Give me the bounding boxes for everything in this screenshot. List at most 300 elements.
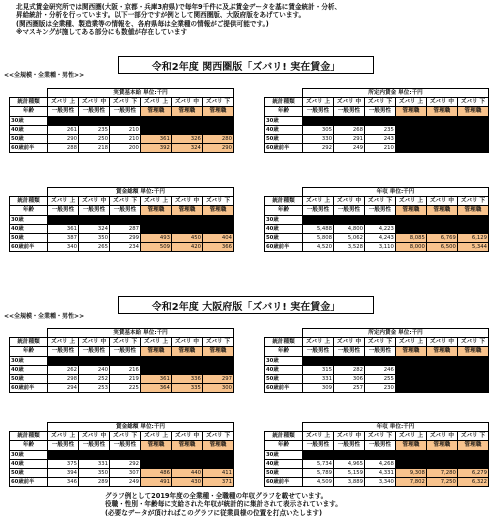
manager-header: 管理職: [457, 347, 488, 356]
manager-value: 280: [202, 134, 233, 143]
masked-cell: [79, 215, 110, 224]
footer-line: グラフ例として2019年度の全業種・全職種の年収グラフを載せています。: [105, 492, 328, 500]
zubari-header: ズバリ 中: [171, 338, 202, 347]
footer-line: (必要なデータが頂ければこのグラフに従業員様の位置を打点いたします): [105, 508, 323, 517]
general-value: 210: [109, 125, 140, 134]
manager-header: 管理職: [426, 347, 457, 356]
masked-cell: [303, 450, 334, 459]
age-label: 30歳: [265, 116, 303, 125]
general-male-header: 一般男性: [303, 206, 334, 215]
masked-cell: [426, 384, 457, 393]
zubari-header: ズバリ 下: [364, 98, 395, 107]
age-header: 年齢: [10, 441, 48, 450]
spacer-cell: [10, 188, 48, 197]
table-row: [10, 144, 234, 153]
table-row: [265, 116, 489, 125]
age-label: 50歳: [265, 468, 303, 477]
manager-value: 486: [140, 468, 171, 477]
zubari-header: ズバリ 下: [202, 432, 233, 441]
manager-header: 管理職: [140, 206, 171, 215]
table-caption: 実賃基本給 単位:千円: [48, 89, 234, 98]
masked-cell: [457, 116, 488, 125]
general-value: 5,789: [303, 468, 334, 477]
masked-cell: [140, 125, 171, 134]
manager-value: 440: [171, 468, 202, 477]
general-value: 4,223: [364, 224, 395, 233]
spacer-cell: [10, 89, 48, 98]
table-row: [10, 356, 234, 365]
manager-value: 371: [202, 478, 233, 487]
manager-header: 管理職: [171, 347, 202, 356]
manager-header: 管理職: [426, 206, 457, 215]
table-row: [10, 224, 234, 233]
masked-cell: [364, 116, 395, 125]
table-caption: 年収 単位:千円: [303, 188, 489, 197]
general-value: 243: [364, 134, 395, 143]
age-label: 60歳前半: [265, 144, 303, 153]
general-male-header: 一般男性: [364, 107, 395, 116]
general-male-header: 一般男性: [303, 441, 334, 450]
table-row: [10, 365, 234, 374]
general-male-header: 一般男性: [303, 107, 334, 116]
spacer-cell: [265, 89, 303, 98]
masked-cell: [395, 374, 426, 383]
masked-cell: [395, 459, 426, 468]
masked-cell: [202, 459, 233, 468]
age-label: 30歳: [10, 356, 48, 365]
masked-cell: [109, 116, 140, 125]
table-row: [265, 144, 489, 153]
manager-header: 管理職: [395, 441, 426, 450]
zubari-header: ズバリ 上: [48, 98, 79, 107]
general-value: 250: [78, 134, 109, 143]
manager-value: 364: [140, 384, 171, 393]
age-label: 60歳前半: [265, 243, 303, 252]
age-header: 年齢: [265, 206, 303, 215]
manager-value: 493: [140, 233, 171, 242]
masked-cell: [333, 116, 364, 125]
age-header: 年齢: [10, 206, 48, 215]
masked-cell: [48, 215, 79, 224]
age-label: 60歳前半: [10, 384, 48, 393]
age-label: 30歳: [265, 215, 303, 224]
stat-type-header: 統計種類: [10, 98, 48, 107]
age-label: 40歳: [265, 224, 303, 233]
masked-cell: [457, 459, 488, 468]
masked-cell: [457, 374, 488, 383]
masked-cell: [171, 125, 202, 134]
manager-value: 404: [202, 233, 233, 242]
zubari-header: ズバリ 下: [364, 197, 395, 206]
table-caption: 賞金総額 単位:千円: [48, 188, 234, 197]
section-title: 令和2年度 関西圏版「ズバリ! 実在賃金」: [118, 56, 374, 74]
manager-value: 491: [140, 478, 171, 487]
general-value: 315: [303, 365, 334, 374]
masked-cell: [426, 116, 457, 125]
masked-cell: [395, 116, 426, 125]
general-value: 246: [364, 365, 395, 374]
table-row: [265, 134, 489, 143]
zubari-header: ズバリ 上: [140, 98, 171, 107]
masked-cell: [140, 356, 171, 365]
age-label: 40歳: [10, 125, 48, 134]
manager-value: 430: [171, 478, 202, 487]
masked-cell: [202, 224, 233, 233]
general-value: 299: [110, 233, 141, 242]
masked-cell: [395, 356, 426, 365]
manager-value: 6,322: [457, 478, 488, 487]
manager-value: 6,279: [457, 468, 488, 477]
manager-value: 336: [171, 374, 202, 383]
zubari-header: ズバリ 中: [171, 432, 202, 441]
general-value: 306: [333, 374, 364, 383]
general-value: 3,340: [364, 478, 395, 487]
zubari-header: ズバリ 中: [79, 197, 110, 206]
zubari-header: ズバリ 中: [333, 197, 364, 206]
manager-value: 8,000: [395, 243, 426, 252]
general-male-header: 一般男性: [78, 107, 109, 116]
general-value: 253: [78, 384, 109, 393]
table-row: [10, 450, 234, 459]
masked-cell: [140, 459, 171, 468]
general-value: 210: [109, 134, 140, 143]
masked-cell: [109, 356, 140, 365]
masked-cell: [110, 215, 141, 224]
manager-value: 300: [202, 384, 233, 393]
intro-line: 北見式賃金研究所では関西圏(大阪・京都・兵庫3府県)で毎年9千件に及ぶ賃金データを基に賃金統計・分析、: [16, 3, 342, 11]
masked-cell: [426, 134, 457, 143]
masked-cell: [202, 116, 233, 125]
manager-header: 管理職: [426, 441, 457, 450]
manager-value: 420: [171, 243, 202, 252]
general-value: 4,243: [364, 233, 395, 242]
masked-cell: [457, 384, 488, 393]
masked-cell: [79, 450, 110, 459]
zubari-header: ズバリ 下: [457, 98, 488, 107]
manager-value: 366: [202, 243, 233, 252]
table-row: [265, 468, 489, 477]
table-caption: 所定内賃金 単位:千円: [303, 89, 489, 98]
age-label: 50歳: [265, 374, 303, 383]
masked-cell: [140, 116, 171, 125]
general-value: 249: [333, 144, 364, 153]
masked-cell: [426, 356, 457, 365]
age-label: 40歳: [265, 459, 303, 468]
masked-cell: [78, 356, 109, 365]
age-label: 40歳: [10, 365, 48, 374]
manager-value: 7,250: [426, 478, 457, 487]
table-row: [10, 215, 234, 224]
table-caption: 実賃基本給 単位:千円: [48, 329, 234, 338]
manager-value: 6,500: [426, 243, 457, 252]
general-value: 288: [48, 144, 79, 153]
intro-line: 昇給統計・分析を行っています。以下一部分ですが例として関西圏版、大阪府版をあげています。: [16, 11, 306, 20]
masked-cell: [426, 365, 457, 374]
age-label: 60歳前半: [265, 384, 303, 393]
age-label: 50歳: [10, 233, 48, 242]
general-male-header: 一般男性: [110, 441, 141, 450]
general-value: 216: [109, 365, 140, 374]
general-male-header: 一般男性: [48, 107, 79, 116]
masked-cell: [140, 450, 171, 459]
zubari-header: ズバリ 上: [303, 338, 334, 347]
table-row: [10, 384, 234, 393]
masked-cell: [457, 224, 488, 233]
manager-header: 管理職: [171, 206, 202, 215]
zubari-header: ズバリ 上: [303, 197, 334, 206]
masked-cell: [171, 224, 202, 233]
zubari-header: ズバリ 中: [333, 338, 364, 347]
zubari-header: ズバリ 上: [395, 98, 426, 107]
manager-value: 509: [140, 243, 171, 252]
masked-cell: [457, 134, 488, 143]
table-row: [265, 384, 489, 393]
manager-header: 管理職: [457, 206, 488, 215]
spacer-cell: [265, 423, 303, 432]
right-data-table: [264, 88, 489, 153]
general-value: 287: [110, 224, 141, 233]
zubari-header: ズバリ 中: [171, 197, 202, 206]
table-row: [10, 243, 234, 252]
zubari-header: ズバリ 中: [426, 98, 457, 107]
masked-cell: [333, 450, 364, 459]
zubari-header: ズバリ 中: [426, 432, 457, 441]
general-value: 225: [109, 384, 140, 393]
age-label: 60歳前半: [10, 478, 48, 487]
general-value: 249: [110, 478, 141, 487]
age-label: 30歳: [10, 450, 48, 459]
masked-cell: [426, 450, 457, 459]
general-value: 375: [48, 459, 79, 468]
general-value: 5,808: [303, 233, 334, 242]
masked-cell: [426, 224, 457, 233]
age-label: 50歳: [265, 233, 303, 242]
stat-type-header: 統計種類: [265, 197, 303, 206]
table-row: [265, 233, 489, 242]
table-row: [265, 243, 489, 252]
general-male-header: 一般男性: [109, 107, 140, 116]
table-caption: 所定内賃金 単位:千円: [303, 329, 489, 338]
manager-header: 管理職: [140, 347, 171, 356]
masked-cell: [364, 450, 395, 459]
general-value: 3,889: [333, 478, 364, 487]
age-header: 年齢: [265, 107, 303, 116]
general-value: 5,062: [333, 233, 364, 242]
general-value: 4,520: [303, 243, 334, 252]
table-row: [10, 478, 234, 487]
zubari-header: ズバリ 中: [333, 432, 364, 441]
manager-header: 管理職: [202, 107, 233, 116]
zubari-header: ズバリ 下: [202, 98, 233, 107]
age-label: 60歳前半: [265, 478, 303, 487]
general-value: 289: [79, 478, 110, 487]
zubari-header: ズバリ 上: [48, 338, 79, 347]
masked-cell: [171, 450, 202, 459]
table-row: [10, 134, 234, 143]
manager-value: 6,129: [457, 233, 488, 242]
masked-cell: [171, 116, 202, 125]
spacer-cell: [10, 329, 48, 338]
table-row: [265, 478, 489, 487]
section-title: 令和2年度 大阪府版「ズバリ! 実在賃金」: [118, 296, 374, 314]
general-value: 200: [109, 144, 140, 153]
left-data-table: [9, 187, 234, 252]
zubari-header: ズバリ 下: [457, 432, 488, 441]
masked-cell: [457, 125, 488, 134]
zubari-header: ズバリ 中: [426, 197, 457, 206]
masked-cell: [110, 450, 141, 459]
general-value: 261: [48, 125, 79, 134]
manager-header: 管理職: [140, 107, 171, 116]
masked-cell: [395, 125, 426, 134]
zubari-header: ズバリ 中: [78, 338, 109, 347]
table-caption: 年収 単位:千円: [303, 423, 489, 432]
general-male-header: 一般男性: [333, 206, 364, 215]
table-row: [10, 233, 234, 242]
general-value: 350: [79, 233, 110, 242]
age-label: 40歳: [10, 459, 48, 468]
age-header: 年齢: [10, 347, 48, 356]
manager-header: 管理職: [202, 206, 233, 215]
masked-cell: [395, 134, 426, 143]
zubari-header: ズバリ 下: [364, 338, 395, 347]
right-data-table: [264, 328, 489, 393]
zubari-header: ズバリ 下: [202, 197, 233, 206]
masked-cell: [140, 365, 171, 374]
manager-header: 管理職: [171, 441, 202, 450]
masked-cell: [426, 125, 457, 134]
table-row: [265, 450, 489, 459]
zubari-header: ズバリ 上: [48, 197, 79, 206]
stat-type-header: 統計種類: [10, 338, 48, 347]
zubari-header: ズバリ 上: [140, 197, 171, 206]
manager-value: 5,344: [457, 243, 488, 252]
age-header: 年齢: [265, 347, 303, 356]
manager-value: 392: [140, 144, 171, 153]
masked-cell: [395, 450, 426, 459]
manager-value: 297: [202, 374, 233, 383]
general-value: 331: [79, 459, 110, 468]
intro-line: ※マスキングが施してある部分にも数値が存在しています: [16, 28, 188, 37]
general-value: 330: [303, 134, 334, 143]
right-data-table: [264, 187, 489, 252]
zubari-header: ズバリ 下: [110, 197, 141, 206]
general-value: 255: [364, 374, 395, 383]
general-male-header: 一般男性: [78, 347, 109, 356]
general-male-header: 一般男性: [303, 347, 334, 356]
masked-cell: [48, 450, 79, 459]
manager-value: 326: [171, 134, 202, 143]
age-label: 50歳: [10, 134, 48, 143]
general-value: 218: [78, 144, 109, 153]
manager-header: 管理職: [426, 107, 457, 116]
masked-cell: [457, 215, 488, 224]
masked-cell: [202, 215, 233, 224]
zubari-header: ズバリ 上: [140, 432, 171, 441]
left-data-table: [9, 328, 234, 393]
general-value: 5,488: [303, 224, 334, 233]
manager-value: 361: [140, 134, 171, 143]
masked-cell: [78, 116, 109, 125]
table-caption: 賞金総額 単位:千円: [48, 423, 234, 432]
age-label: 30歳: [265, 356, 303, 365]
spacer-cell: [265, 329, 303, 338]
stat-type-header: 統計種類: [10, 432, 48, 441]
masked-cell: [202, 450, 233, 459]
general-value: 4,331: [364, 468, 395, 477]
table-row: [265, 356, 489, 365]
manager-value: 324: [171, 144, 202, 153]
table-row: [10, 125, 234, 134]
general-value: 5,159: [333, 468, 364, 477]
general-male-header: 一般男性: [333, 441, 364, 450]
masked-cell: [333, 356, 364, 365]
general-value: 4,965: [333, 459, 364, 468]
section-label: <<全規模・全業種・男性>>: [4, 72, 85, 79]
right-data-table: [264, 422, 489, 487]
manager-value: 290: [202, 144, 233, 153]
masked-cell: [426, 459, 457, 468]
general-male-header: 一般男性: [79, 206, 110, 215]
masked-cell: [202, 356, 233, 365]
masked-cell: [395, 365, 426, 374]
section-label: <<全規模・全業種・男性>>: [4, 313, 85, 320]
table-row: [265, 224, 489, 233]
manager-header: 管理職: [457, 107, 488, 116]
masked-cell: [333, 215, 364, 224]
general-value: 240: [78, 365, 109, 374]
manager-value: 7,802: [395, 478, 426, 487]
general-value: 307: [110, 468, 141, 477]
table-row: [10, 374, 234, 383]
zubari-header: ズバリ 上: [303, 98, 334, 107]
masked-cell: [303, 215, 334, 224]
zubari-header: ズバリ 中: [426, 338, 457, 347]
intro-text: [16, 3, 486, 37]
general-value: 290: [48, 134, 79, 143]
table-row: [265, 125, 489, 134]
zubari-header: ズバリ 下: [364, 432, 395, 441]
general-value: 350: [79, 468, 110, 477]
general-value: 298: [48, 374, 79, 383]
general-value: 235: [78, 125, 109, 134]
masked-cell: [457, 450, 488, 459]
general-value: 305: [303, 125, 334, 134]
general-male-header: 一般男性: [364, 347, 395, 356]
intro-line: (関西圏版は全業種、製造業等の情報を、各府県毎は全業種の情報がご提供可能です。): [16, 19, 269, 28]
age-label: 50歳: [10, 374, 48, 383]
age-header: 年齢: [10, 107, 48, 116]
manager-value: 450: [171, 233, 202, 242]
left-data-table: [9, 88, 234, 153]
manager-value: 9,308: [395, 468, 426, 477]
general-value: 294: [48, 384, 79, 393]
general-value: 282: [333, 365, 364, 374]
table-row: [265, 215, 489, 224]
general-value: 3,528: [333, 243, 364, 252]
general-value: 346: [48, 478, 79, 487]
general-value: 262: [48, 365, 79, 374]
general-male-header: 一般男性: [109, 347, 140, 356]
masked-cell: [171, 365, 202, 374]
manager-value: 7,280: [426, 468, 457, 477]
zubari-header: ズバリ 下: [109, 338, 140, 347]
masked-cell: [395, 215, 426, 224]
manager-header: 管理職: [395, 347, 426, 356]
manager-value: 8,085: [395, 233, 426, 242]
age-label: 30歳: [265, 450, 303, 459]
manager-header: 管理職: [171, 107, 202, 116]
